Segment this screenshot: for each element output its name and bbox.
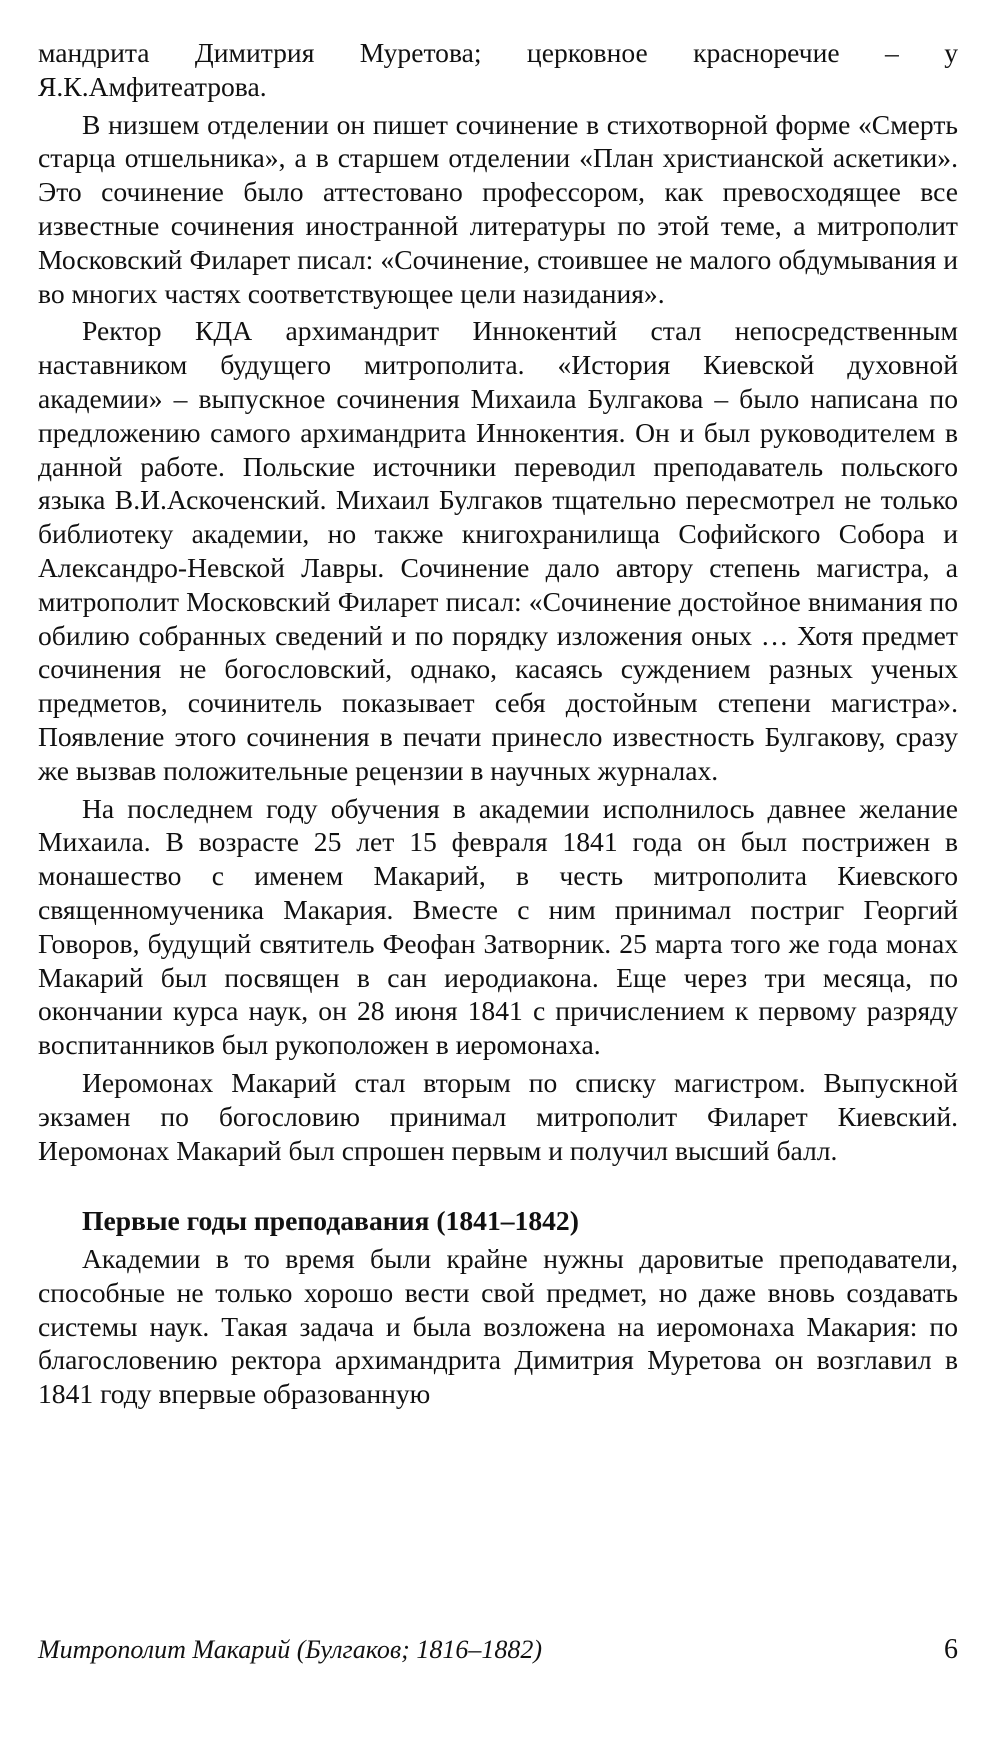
running-footer-title: Митрополит Макарий (Булгаков; 1816–1882) bbox=[38, 1635, 542, 1664]
page-body bbox=[38, 36, 958, 1415]
paragraph-teaching-years: Академии в то время были крайне нужны даровитые преподаватели, способные не только хорошо вести свой предмет, но даже вновь создавать системы наук. Такая задача и была возложена на иеромонаха Макария: по благословению ректора архимандрита Димитрия Муретова он возглавил в 1841 году впервые образованную bbox=[38, 1243, 958, 1410]
paragraph-final-exam: Иеромонах Макарий стал вторым по списку магистром. Выпускной экзамен по богословию принимал митрополит Филарет Киевский. Иеромонах Макарий был спрошен первым и получил высший балл. bbox=[38, 1066, 958, 1166]
page-number: 6 bbox=[944, 1634, 958, 1665]
paragraph-continued: мандрита Димитрия Муретова; церковное красноречие – у Я.К.Амфитеатрова. bbox=[38, 37, 958, 102]
paragraph-tonsure: На последнем году обучения в академии исполнилось давнее желание Михаила. В возрасте 25 лет 15 февраля 1841 года он был пострижен в монашество с именем Макарий, в честь митрополита Киевского священномученика Макария. Вместе с ним принимал постриг Георгий Говоров, будущий святитель Феофан Затворник. 25 марта того же года монах Макарий был посвящен в сан иеродиакона. Еще через три месяца, по окончании курса наук, он 28 июня 1841 с причислением к первому разряду воспитанников был рукоположен в иеромонаха. bbox=[38, 792, 958, 1061]
paragraph-rector-innokenty: Ректор КДА архимандрит Иннокентий стал непосредственным наставником будущего митрополита. «История Киевской духовной академии» – выпускное сочинения Михаила Булгакова – было написана по предложению самого архимандрита Иннокентия. Он и был руководителем в данной работе. Польские источники переводил преподаватель польского языка В.И.Аскоченский. Михаил Булгаков тщательно пересмотрел не только библиотеку академии, но также книгохранилища Софийского Собора и Александро-Невской Лавры. Сочинение дало автору степень магистра, а митрополит Московский Филарет писал: «Сочинение достойное внимания по обилию собранных сведений и по порядку изложения оных … Хотя предмет сочинения не богословский, однако, касаясь суждением разных ученых предметов, сочинитель показывает себя достойным степени магистра». Появление этого сочинения в печати принесло известность Булгакову, сразу же вызвав положительные рецензии в научных журналах. bbox=[38, 315, 958, 786]
section-heading: Первые годы преподавания (1841–1842) bbox=[82, 1205, 579, 1237]
paragraph-essay-verse: В низшем отделении он пишет сочинение в стихотворной форме «Смерть старца отшельника», а в старшем отделении «План христианской аскетики». Это сочинение было аттестовано профессором, как превосходящее все известные сочинения иностранной литературы по этой теме, а митрополит Московский Филарет писал: «Сочинение, стоившее не малого обдумывания и во многих частях соответствующее цели назидания». bbox=[38, 108, 958, 309]
page-footer bbox=[38, 1634, 958, 1674]
